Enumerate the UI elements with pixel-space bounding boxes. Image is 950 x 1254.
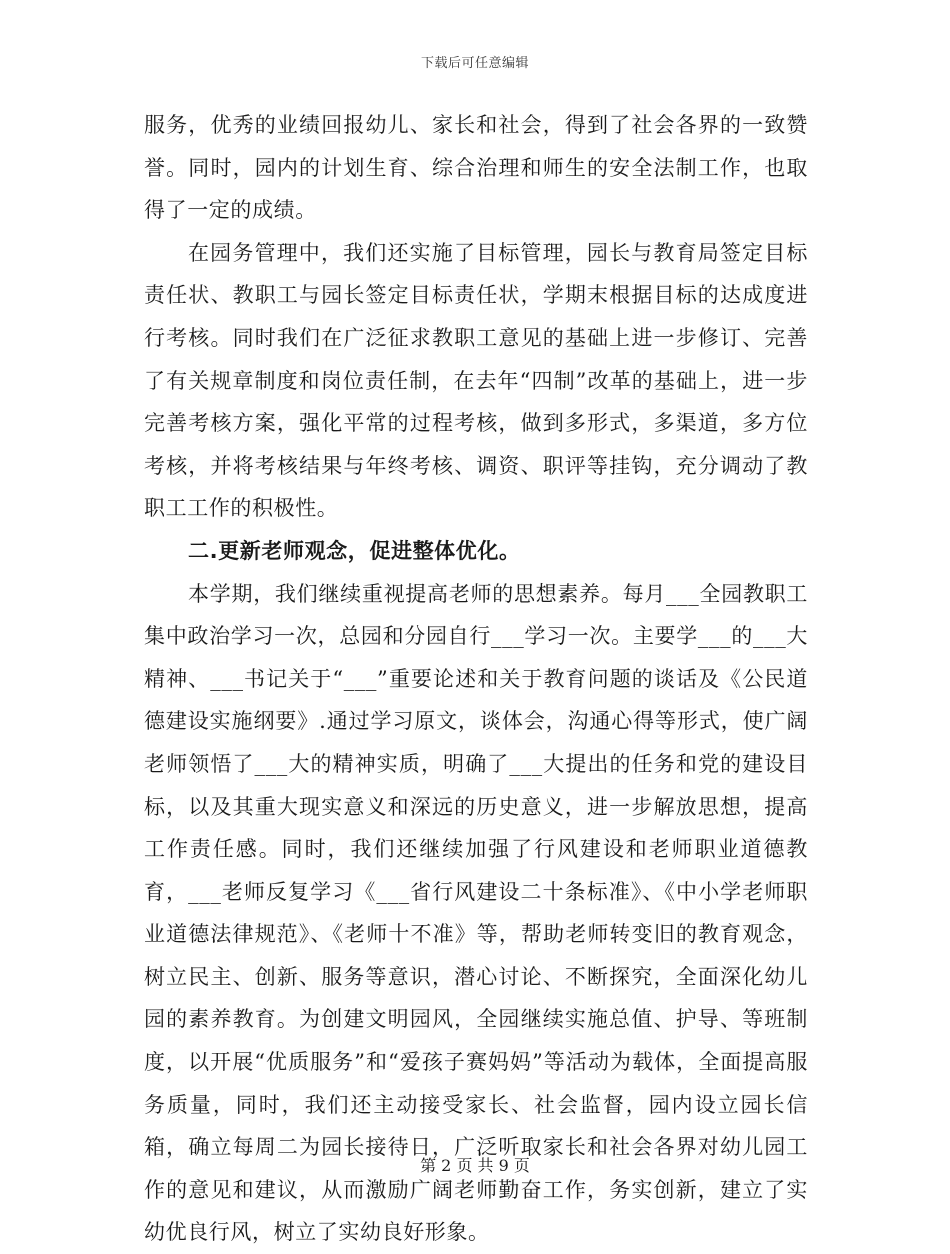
paragraph-continuation: 服务，优秀的业绩回报幼儿、家长和社会，得到了社会各界的一致赞誉。同时，园内的计划生育、综合治理和师生的安全法制工作，也取得了一定的成绩。 — [144, 113, 808, 223]
section-heading: 二.更新老师观念，促进整体优化。 — [188, 538, 521, 563]
page-header: 下载后可任意编辑 — [420, 56, 529, 71]
page-footer: 第 2 页 共 9 页 — [420, 1156, 530, 1175]
document-body — [144, 104, 808, 1254]
paragraph-teacher-concepts: 本学期，我们继续重视提高老师的思想素养。每月___全园教职工集中政治学习一次，总园和分园自行___学习一次。主要学___的___大精神、___书记关于“___”重要论述和关于教育问题的谈话及《公民道德建设实施纲要》.通过学习原文，谈体会，沟通心得等形式，使广阔老师领悟了___大的精神实质，明确了___大提出的任务和党的建设目标，以及其重大现实意义和深远的历史意义，进一步解放思想，提高工作责任感。同时，我们还继续加强了行风建设和老师职业道德教育，___老师反复学习《___省行风建设二十条标准》、《中小学老师职业道德法律规范》、《老师十不准》等，帮助老师转变旧的教育观念，树立民主、创新、服务等意识，潜心讨论、不断探究，全面深化幼儿园的素养教育。为创建文明园风，全园继续实施总值、护导、等班制度，以开展“优质服务”和“爱孩子赛妈妈”等活动为载体，全面提高服务质量，同时，我们还主动接受家长、社会监督，园内设立园长信箱，确立每周二为园长接待日，广泛听取家长和社会各界对幼儿园工作的意见和建议，从而激励广阔老师勤奋工作，务实创新，建立了实幼优良行风，树立了实幼良好形象。 — [144, 581, 808, 1245]
paragraph-management: 在园务管理中，我们还实施了目标管理，园长与教育局签定目标责任状、教职工与园长签定目标责任状，学期末根据目标的达成度进行考核。同时我们在广泛征求教职工意见的基础上进一步修订、完善了有关规章制度和岗位责任制，在去年“四制”改革的基础上，进一步完善考核方案，强化平常的过程考核，做到多形式，多渠道，多方位考核，并将考核结果与年终考核、调资、职评等挂钩，充分调动了教职工工作的积极性。 — [144, 240, 808, 521]
